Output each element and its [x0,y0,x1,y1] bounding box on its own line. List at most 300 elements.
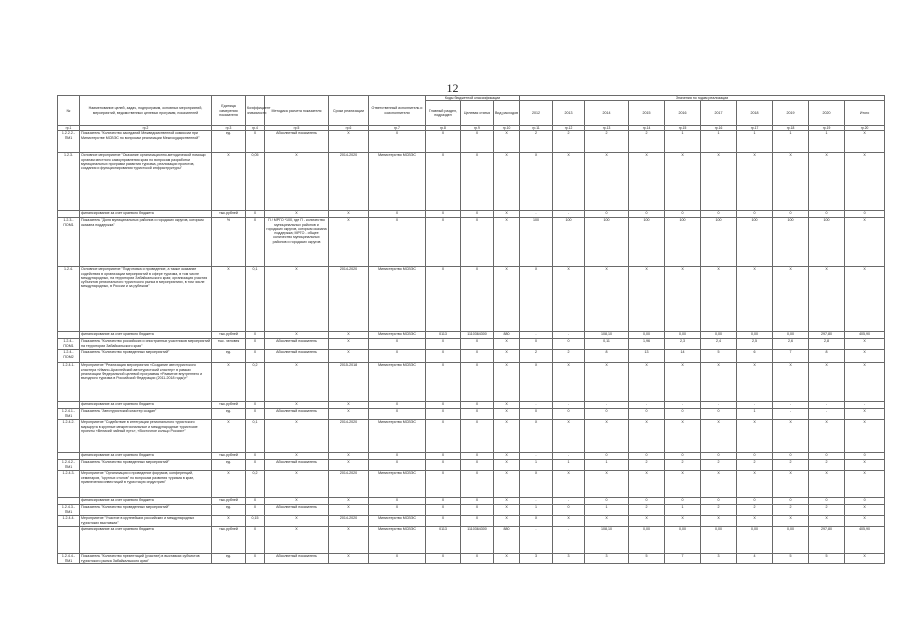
table-cell: 1,96 [629,339,665,350]
table-cell: Х [585,363,629,402]
table-cell: Х [701,471,737,498]
table-row [58,153,885,211]
table-cell: 2014-2020 [329,153,369,211]
table-cell: Показатель "Количество проведенных мероприятий" [80,460,212,471]
table-cell: Х [369,505,426,516]
table-cell: Х [426,554,461,564]
table-cell: Х [845,460,885,471]
table-cell: 0 [629,409,665,420]
table-cell: Х [329,527,369,554]
table-cell: Х [665,516,701,527]
table-cell: Х [426,218,461,267]
table-cell: ед. [212,460,246,471]
table-cell: Х [246,339,265,350]
header-year: 2020 [809,101,845,126]
table-cell: - [629,402,665,409]
table-cell: тыс.рублей [212,498,246,505]
table-cell: 1.2.4.1. [58,363,80,402]
header-year: 2018 [737,101,773,126]
table-cell: Х [520,153,553,211]
table-row [58,460,885,471]
table-cell: 1 [701,131,737,153]
table-cell: 4 [737,554,773,564]
table-cell [58,527,80,554]
table-cell: Х [212,267,246,332]
table-cell: Х [212,420,246,453]
table-row [58,363,885,402]
table-cell: Х [809,516,845,527]
table-cell: - [520,211,553,218]
table-cell: Х [426,339,461,350]
table-cell: - [665,402,701,409]
table-cell: 2014-2020 [329,420,369,453]
table-row [58,505,885,516]
table-cell: Х [845,409,885,420]
table-cell: Х [845,420,885,453]
table-cell: Х [737,267,773,332]
table-cell: Х [265,498,329,505]
table-cell: 108,10 [585,527,629,554]
table-cell: 0,00 [773,332,809,339]
header-unit: Единица измерения показателя [212,96,246,126]
table-cell: 0 [737,211,773,218]
table-cell: 2,6 [773,339,809,350]
table-cell: Х [461,218,494,267]
table-cell: 0 [553,409,585,420]
table-cell: 880 [494,527,520,554]
table-cell: Х [701,267,737,332]
table-cell: Показатель "Количество заседаний Межведомственной комиссии при Министерстве МСВЭС по вопросам реализации Межгосударственной" [80,131,212,153]
table-cell: Х [265,453,329,460]
table-cell: Х [494,498,520,505]
table-cell: Х [809,420,845,453]
table-cell: Х [426,505,461,516]
table-cell: Х [520,471,553,498]
table-cell: 2 [665,460,701,471]
table-cell: финансирование за счет краевого бюджета [80,402,212,409]
table-cell: Х [369,554,426,564]
table-cell: 13 [629,350,665,363]
table-cell: Х [737,516,773,527]
table-cell: Х [461,131,494,153]
table-cell: Х [246,211,265,218]
table-cell: 0,00 [665,527,701,554]
table-cell: 1110364300 [461,332,494,339]
table-cell: Х [585,153,629,211]
table-cell: 2 [520,131,553,153]
table-cell: 0 [520,339,553,350]
table-cell: 108,10 [585,332,629,339]
table-cell: 2014-2020 [329,267,369,332]
header-budget-sub: Целевая статья [461,101,494,126]
table-cell: 0 [809,498,845,505]
table-cell: Х [329,453,369,460]
table-cell: Х [494,460,520,471]
column-number: гр.2 [80,126,212,131]
table-cell: Х [265,402,329,409]
column-number: гр.9 [461,126,494,131]
table-cell: 0 [773,498,809,505]
table-cell: 0,00 [737,527,773,554]
table-cell: 0 [629,453,665,460]
table-row [58,498,885,505]
table-cell: Х [845,131,885,153]
table-cell: 0 [665,409,701,420]
table-cell: 2 [629,460,665,471]
table-cell: Х [845,218,885,267]
table-cell: - [585,402,629,409]
table-cell: 0 [585,453,629,460]
table-cell: - [553,527,585,554]
table-cell: Х [494,453,520,460]
table-cell: 0,00 [737,332,773,339]
column-number: гр.4 [246,126,265,131]
table-cell: Мероприятие "Содействие в интеграции регионального туристского маршрута в крупные межрегиональные и международные туристские проекты «Великий чайный путь», «Восточное кольцо России»" [80,420,212,453]
table-cell: Абсолютный показатель [265,460,329,471]
table-cell: Х [246,402,265,409]
table-cell: Мероприятие "Реализация мероприятия «Создание автотуристского кластера «Ивано-Арахлейский автотуристский кластер» в рамках реализации Федеральной целевой программы «Развитие внутреннего и въездного туризма в Российской Федерации (2011-2018 годы)»" [80,363,212,402]
table-cell: тыс.рублей [212,332,246,339]
table-cell: Х [845,339,885,350]
table-cell: Х [265,332,329,339]
table-cell: Х [845,554,885,564]
table-cell: 1.2.3.-ПОМ1 [58,218,80,267]
program-indicators-table [57,95,885,564]
table-cell: Министерство МСВЭС [369,420,426,453]
table-cell: 405,90 [845,332,885,339]
table-cell: 1.2.4.3.-ПМ1 [58,505,80,516]
table-cell: 0 [845,211,885,218]
table-cell: Абсолютный показатель [265,339,329,350]
table-cell: - [773,402,809,409]
table-cell: 0 [773,211,809,218]
table-cell: 297,80 [809,332,845,339]
header-year: 2013 [553,101,585,126]
table-cell: Х [701,516,737,527]
header-budget-sub: Вид расходов [494,101,520,126]
header-method: Методика расчета показателя [265,96,329,126]
column-number: гр.1 [58,126,80,131]
table-cell: ед. [212,409,246,420]
table-cell: Х [629,420,665,453]
table-cell: 1 [665,131,701,153]
column-number: гр.11 [520,126,553,131]
table-cell: Х [845,505,885,516]
table-cell: Х [461,211,494,218]
table-cell: - [773,409,809,420]
table-cell: 1.2.4.-ПОМ1 [58,339,80,350]
table-cell: ед. [212,131,246,153]
table-cell: финансирование за счет краевого бюджета [80,498,212,505]
table-row [58,527,885,554]
table-row [58,471,885,498]
table-row [58,516,885,527]
table-cell: Абсолютный показатель [265,350,329,363]
table-cell: Х [329,332,369,339]
table-cell: Х [494,402,520,409]
table-cell: 0 [809,453,845,460]
table-cell: Х [329,460,369,471]
table-cell: Х [212,153,246,211]
header-year: Итого [845,101,885,126]
table-cell: Х [246,218,265,267]
table-cell: - [520,498,553,505]
table-cell: Х [265,527,329,554]
table-cell: Х [553,153,585,211]
table-cell: 0,00 [701,332,737,339]
table-cell: Х [773,471,809,498]
table-cell: Х [461,339,494,350]
table-cell: 0,1 [246,267,265,332]
table-cell: Х [212,471,246,498]
table-cell: Х [246,527,265,554]
table-cell [58,498,80,505]
table-cell: Министерство МСВЭС [369,527,426,554]
table-cell: - [553,332,585,339]
table-cell: Х [426,267,461,332]
table-cell: Х [246,332,265,339]
table-cell: 0 [701,498,737,505]
table-cell: 0 [665,498,701,505]
table-cell: финансирование за счет краевого бюджета [80,211,212,218]
header-name: Наименование целей, задач, подпрограмм, основных мероприятий, мероприятий, ведомственных целевых программ, показателей [80,96,212,126]
table-cell: - [520,453,553,460]
table-row [58,409,885,420]
table-cell: Х [329,402,369,409]
table-cell: Х [773,420,809,453]
table-cell: 14 [665,350,701,363]
table-cell: Показатель "Количество презентаций (участие) в выставках субъектов туристского рынка Забайкальского края" [80,554,212,564]
table-cell: 1.2.4.1.-ПМ1 [58,409,80,420]
table-cell: Х [701,153,737,211]
header-executor: Ответственный исполнитель и соисполнители [369,96,426,126]
table-cell: Х [665,363,701,402]
table-cell: Х [246,131,265,153]
table-cell: Х [329,211,369,218]
table-cell: 1.2.2.2.-ПМ1 [58,131,80,153]
column-number: гр.17 [737,126,773,131]
table-cell: Х [520,516,553,527]
table-cell: 2 [585,131,629,153]
table-cell: Х [265,420,329,453]
table-cell: 2 [629,505,665,516]
table-cell: Х [737,420,773,453]
table-cell: Х [585,420,629,453]
table-cell: 0113 [426,527,461,554]
table-cell: П / МРГО *100, где П - количество муниципальных районов и городских округов, которым оказана поддержка; МРГО - общее количество муниципальных районов и городских округов [265,218,329,267]
column-number: гр.5 [265,126,329,131]
column-number: гр.7 [369,126,426,131]
table-cell: Х [665,471,701,498]
table-cell: Х [461,498,494,505]
table-cell: 1 [809,131,845,153]
table-cell: 0 [701,453,737,460]
table-cell: 100 [629,218,665,267]
table-cell: Х [369,460,426,471]
table-cell: 0,00 [629,332,665,339]
table-cell: Х [461,402,494,409]
table-cell: Х [629,153,665,211]
table-cell: Х [553,420,585,453]
table-cell: 7 [773,350,809,363]
table-cell: 0 [629,211,665,218]
table-cell: Х [369,402,426,409]
table-cell: Х [329,498,369,505]
table-cell: Х [845,267,885,332]
header-budget-group: Коды бюджетной классификации [426,96,520,101]
table-cell: Х [329,409,369,420]
column-number: гр.12 [553,126,585,131]
table-cell: 3 [520,554,553,564]
table-cell: 2,5 [737,339,773,350]
table-cell: Х [426,402,461,409]
table-cell: 0 [809,211,845,218]
table-cell: Х [701,363,737,402]
table-cell: Министерство МСВЭС [369,267,426,332]
table-cell: 1 [737,131,773,153]
table-cell: 0 [665,453,701,460]
table-cell: ед. [212,554,246,564]
table-cell: 1 [520,460,553,471]
table-cell: - [553,498,585,505]
table-cell: Х [494,350,520,363]
table-cell: Мероприятие "Организация и проведение форумов, конференций, семинаров, "круглых столов" по вопросам развития туризма в крае, привлечения инвестиций в туристскую индустрию" [80,471,212,498]
table-cell: 2 [773,505,809,516]
table-cell: Х [494,420,520,453]
table-cell: 0,05 [246,153,265,211]
table-cell: Х [426,516,461,527]
header-year: 2016 [665,101,701,126]
table-cell: Абсолютный показатель [265,554,329,564]
table-cell: - [809,402,845,409]
table-cell: 6 [737,350,773,363]
header-year: 2014 [585,101,629,126]
table-cell: Х [461,363,494,402]
table-cell: Х [461,554,494,564]
table-cell: 0 [845,498,885,505]
table-cell: финансирование за счет краевого бюджета [80,332,212,339]
table-cell: 0,1 [246,420,265,453]
table-cell: 2014-2020 [329,471,369,498]
table-cell: 1 [553,460,585,471]
table-cell [58,402,80,409]
table-cell: 0,2 [246,471,265,498]
table-cell: 2,8 [809,339,845,350]
table-cell: 2 [773,460,809,471]
table-cell: Х [629,471,665,498]
table-cell: - [520,402,553,409]
header-year: 2019 [773,101,809,126]
table-cell: 2 [553,350,585,363]
page-number: 12 [446,81,459,95]
table-cell: 1.2.4.4.-ПМ1 [58,554,80,564]
table-cell: Министерство МСВЭС [369,363,426,402]
table-cell: финансирование за счет краевого бюджета [80,527,212,554]
table-cell: Х [461,516,494,527]
table-cell: Абсолютный показатель [265,505,329,516]
table-cell: Х [845,471,885,498]
table-cell: 0 [585,211,629,218]
table-cell: 0,00 [701,527,737,554]
table-cell: Х [461,350,494,363]
table-cell: Абсолютный показатель [265,131,329,153]
table-cell: 0 [553,505,585,516]
table-cell: Х [426,460,461,471]
table-cell: - [553,402,585,409]
table-cell: Х [773,363,809,402]
table-cell: Х [426,471,461,498]
table-cell: - [553,211,585,218]
table-cell: Х [773,267,809,332]
table-cell: 1 [737,409,773,420]
table-cell: 1.2.4. [58,267,80,332]
table-cell: Х [329,339,369,350]
table-cell: Х [845,363,885,402]
table-cell: Министерство МСВЭС [369,516,426,527]
header-year: 2012 [520,101,553,126]
column-number: гр.13 [585,126,629,131]
table-cell: Х [494,218,520,267]
table-cell: Х [329,218,369,267]
table-row [58,420,885,453]
table-cell: 0,11 [585,339,629,350]
table-cell: Х [461,460,494,471]
table-cell: Х [845,153,885,211]
table-cell: Х [265,153,329,211]
table-cell: Х [494,554,520,564]
table-cell: Х [246,554,265,564]
table-cell: - [553,453,585,460]
table-cell: 1 [773,131,809,153]
column-number: гр.6 [329,126,369,131]
table-cell: Х [461,505,494,516]
table-cell: 5 [809,554,845,564]
column-number: гр.8 [426,126,461,131]
table-cell: Абсолютный показатель [265,409,329,420]
table-cell: ед. [212,505,246,516]
table-cell: Х [737,153,773,211]
table-cell: 3 [585,554,629,564]
table-cell: Х [737,471,773,498]
table-cell: Х [773,516,809,527]
table-cell: Х [809,153,845,211]
table-row [58,267,885,332]
table-cell: Х [461,267,494,332]
table-cell: Х [494,211,520,218]
table-cell: Х [329,505,369,516]
table-cell: Х [246,350,265,363]
table-cell: Х [494,339,520,350]
column-number: гр.14 [629,126,665,131]
table-cell: Основное мероприятие "Подготовка и проведение, а также оказание содействия в организации мероприятий в сфере туризма, в том числе международных, на территории Забайкальского края; организация участия субъектов регионального туристского рынка в мероприятиях, в том числе международных, в России и за рубежом" [80,267,212,332]
table-cell: Х [461,409,494,420]
table-row [58,554,885,564]
table-cell: Х [265,363,329,402]
table-cell: Х [369,218,426,267]
table-cell: Х [553,267,585,332]
table-cell: 0,00 [773,527,809,554]
table-row [58,350,885,363]
table-cell: Х [629,516,665,527]
table-cell: тыс.рублей [212,453,246,460]
table-cell: 2 [629,131,665,153]
column-number: гр.20 [845,126,885,131]
table-cell: 1.2.4.3. [58,471,80,498]
table-cell: Х [494,363,520,402]
table-cell: Х [369,498,426,505]
table-cell: Х [426,153,461,211]
table-cell: 100 [665,218,701,267]
